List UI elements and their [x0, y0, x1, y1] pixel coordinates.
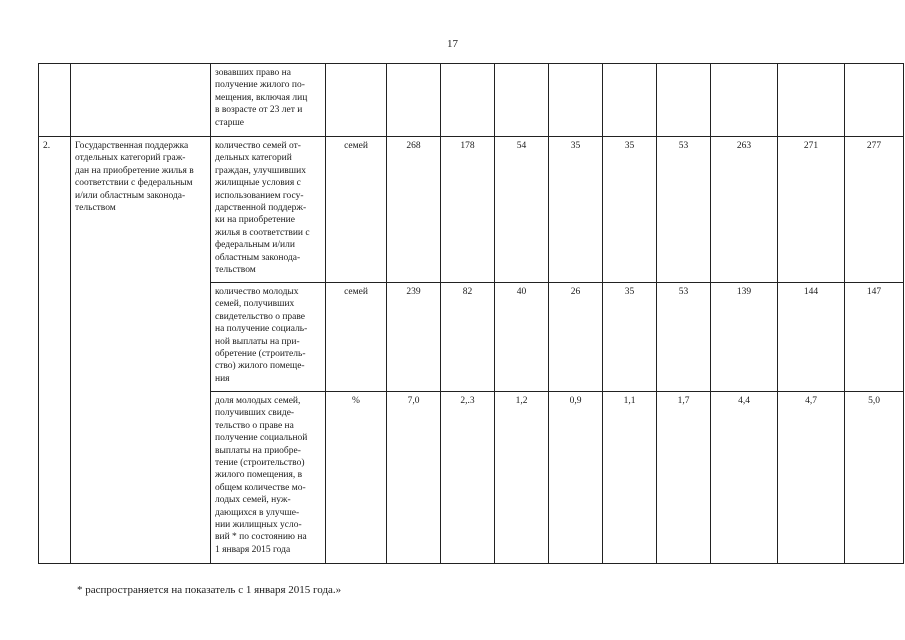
cell-value: 40 — [495, 283, 549, 392]
cell-indicator: доля молодых семей, получивших свиде- тельство о праве на получение социальной выплаты на приобре- тение (строительство) жилого помещения, в общем количестве мо- лодых семей, нуж- дающихся в улучше- нии жилищных усло- вий * по состоянию на 1 января 2015 года — [211, 392, 326, 564]
indicator-table — [38, 63, 904, 564]
cell-value — [711, 64, 778, 137]
cell-value: 35 — [603, 137, 657, 283]
cell-value — [549, 64, 603, 137]
cell-value — [603, 64, 657, 137]
footnote: * распространяется на показатель с 1 января 2015 года.» — [77, 584, 342, 596]
cell-value: 53 — [657, 283, 711, 392]
cell-value: 1,7 — [657, 392, 711, 564]
cell-value: 139 — [711, 283, 778, 392]
cell-value: 5,0 — [845, 392, 904, 564]
cell-value: 271 — [778, 137, 845, 283]
cell-value — [778, 64, 845, 137]
cell-value: 1,2 — [495, 392, 549, 564]
cell-value: 35 — [603, 283, 657, 392]
cell-value: 147 — [845, 283, 904, 392]
cell-value — [495, 64, 549, 137]
cell-value: 2,.3 — [441, 392, 495, 564]
cell-unit: % — [326, 392, 387, 564]
cell-unit: семей — [326, 283, 387, 392]
cell-value — [387, 64, 441, 137]
cell-value: 35 — [549, 137, 603, 283]
cell-indicator: зовавших право на получение жилого по- мещения, включая лиц в возрасте от 23 лет и старше — [211, 64, 326, 137]
cell-value: 4,7 — [778, 392, 845, 564]
cell-indicator: количество семей от- дельных категорий граждан, улучшивших жилищные условия с использованием госу- дарственной поддерж- ки на приобретение жилья в соответствии с федеральным и/или областным законода- тельством — [211, 137, 326, 283]
cell-unit: семей — [326, 137, 387, 283]
cell-value: 1,1 — [603, 392, 657, 564]
cell-value: 144 — [778, 283, 845, 392]
cell-value: 239 — [387, 283, 441, 392]
cell-value: 53 — [657, 137, 711, 283]
cell-value — [845, 64, 904, 137]
table-row-continued — [39, 64, 904, 137]
cell-value — [441, 64, 495, 137]
cell-value: 7,0 — [387, 392, 441, 564]
cell-value: 54 — [495, 137, 549, 283]
cell-program-name — [71, 64, 211, 137]
cell-value: 82 — [441, 283, 495, 392]
cell-value: 268 — [387, 137, 441, 283]
cell-value: 4,4 — [711, 392, 778, 564]
table-row — [39, 137, 904, 283]
cell-value: 178 — [441, 137, 495, 283]
cell-value: 0,9 — [549, 392, 603, 564]
cell-number: 2. — [39, 137, 71, 564]
cell-value: 263 — [711, 137, 778, 283]
cell-unit — [326, 64, 387, 137]
cell-number — [39, 64, 71, 137]
cell-value: 26 — [549, 283, 603, 392]
cell-value — [657, 64, 711, 137]
cell-program-name: Государственная поддержка отдельных категорий граж- дан на приобретение жилья в соответствии с федеральным и/или областным законода- тельством — [71, 137, 211, 564]
cell-value: 277 — [845, 137, 904, 283]
page-number: 17 — [447, 38, 458, 50]
cell-indicator: количество молодых семей, получивших свидетельство о праве на получение социаль- ной выплаты на при- обретение (строитель- ство) жилого помеще- ния — [211, 283, 326, 392]
